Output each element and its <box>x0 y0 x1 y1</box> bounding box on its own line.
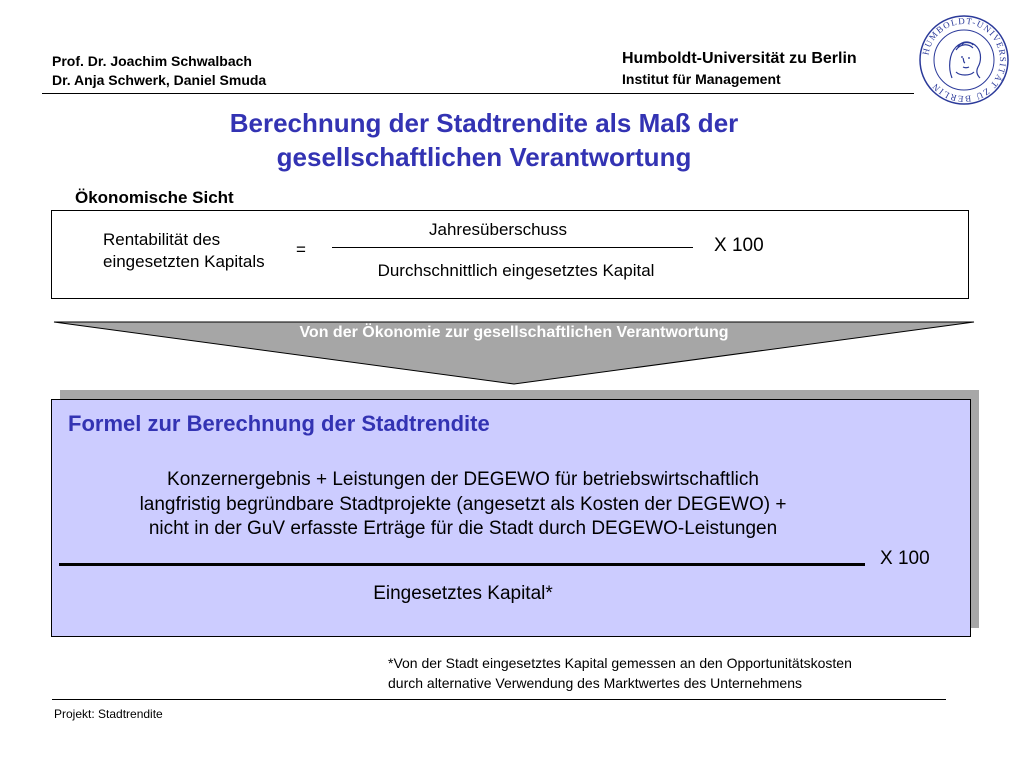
roi-label-line-1: Rentabilität des <box>103 230 221 249</box>
formula-fraction-line <box>59 563 865 566</box>
authors-line-2: Dr. Anja Schwerk, Daniel Smuda <box>52 72 267 88</box>
footnote-line-1: *Von der Stadt eingesetztes Kapital gemessen an den Opportunitätskosten <box>388 655 852 671</box>
project-label: Projekt: Stadtrendite <box>54 707 163 721</box>
economic-denominator: Durchschnittlich eingesetztes Kapital <box>377 261 655 280</box>
formula-title: Formel zur Berechnung der Stadtrendite <box>68 411 490 436</box>
slide-title: Berechnung der Stadtrendite als Maß der gesellschaftlichen Verantwortung <box>229 108 739 172</box>
institute-name: Institut für Management <box>622 71 781 87</box>
formula-numerator-line-1: Konzernergebnis + Leistungen der DEGEWO für betriebswirtschaftlich <box>167 469 759 490</box>
economic-multiplier: X 100 <box>714 235 764 256</box>
formula-multiplier: X 100 <box>880 548 930 569</box>
footnote <box>388 653 852 693</box>
university-name: Humboldt-Universität zu Berlin <box>622 50 857 67</box>
equals-sign: = <box>296 240 306 259</box>
formula-numerator-line-2: langfristig begründbare Stadtprojekte (angesetzt als Kosten der DEGEWO) + <box>139 493 787 515</box>
economic-numerator: Jahresüberschuss <box>429 220 567 239</box>
formula-numerator-line-3: nicht in der GuV erfasste Erträge für die Stadt durch DEGEWO-Leistungen <box>148 518 778 539</box>
economic-view-heading: Ökonomische Sicht <box>75 188 234 207</box>
authors-line-1: Prof. Dr. Joachim Schwalbach <box>52 53 252 69</box>
formula-numerator <box>60 468 866 542</box>
seal-text: HUMBOLDT-UNIVERSITÄT ZU BERLIN <box>920 15 1009 105</box>
roi-label-line-2: eingesetzten Kapitals <box>103 252 265 271</box>
formula-denominator: Eingesetztes Kapital* <box>373 583 553 604</box>
transition-arrow-label: Von der Ökonomie zur gesellschaftlichen Verantwortung <box>299 324 729 341</box>
footer-divider <box>52 699 946 700</box>
footnote-line-2: durch alternative Verwendung des Marktwertes des Unternehmens <box>388 675 802 691</box>
